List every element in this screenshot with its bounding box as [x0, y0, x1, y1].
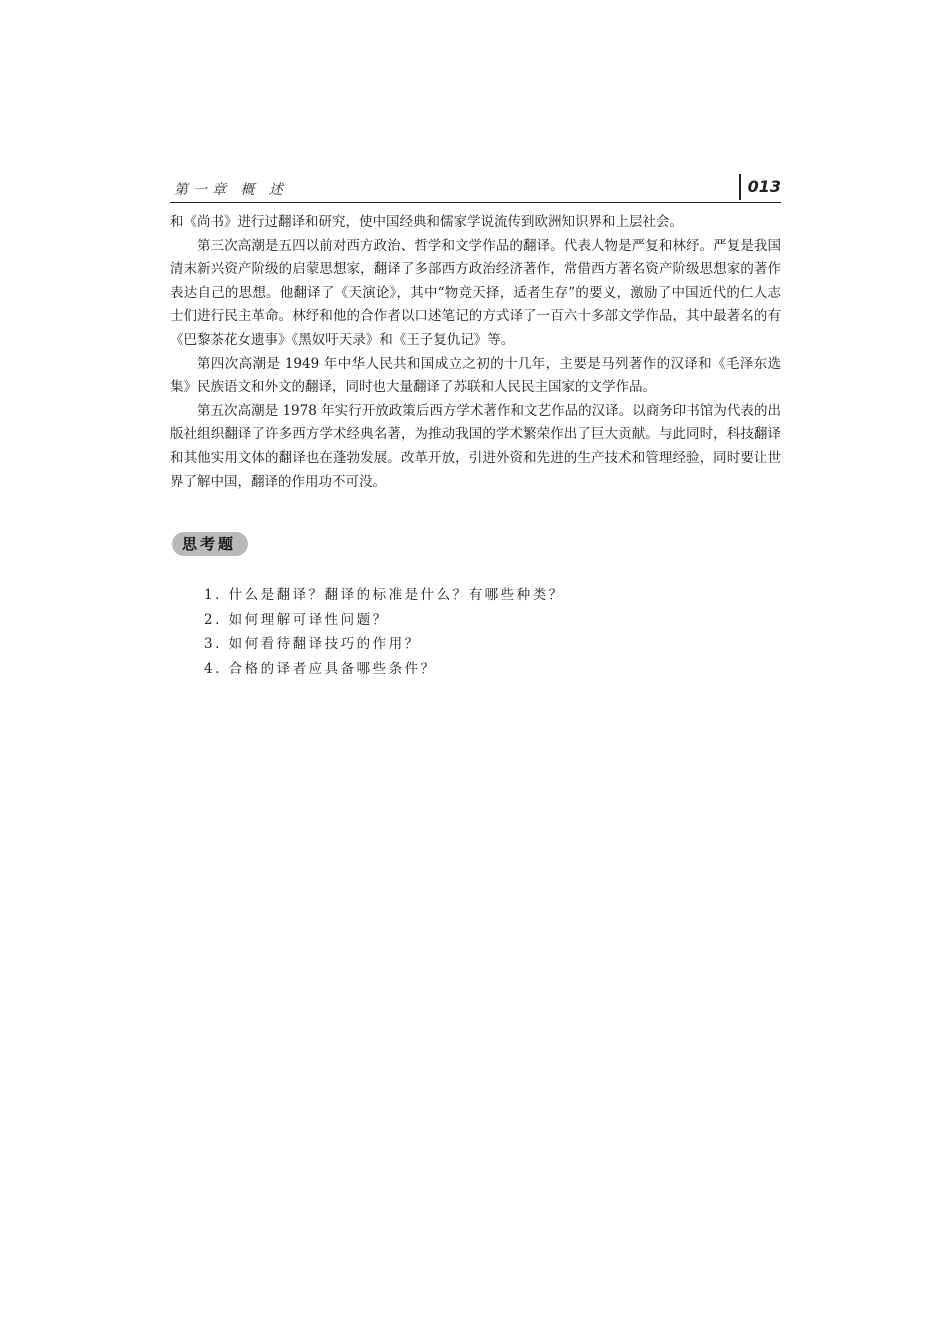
question-item: 2. 如何理解可译性问题？ — [204, 611, 389, 628]
page-number: 013 — [747, 177, 781, 196]
exercises-heading: 思考题 — [172, 532, 248, 556]
paragraph-fifth-wave: 第五次高潮是 1978 年实行开放政策后西方学术著作和文艺作品的汉译。以商务印书馆为代表的出版社组织翻译了许多西方学术经典名著，为推动我国的学术繁荣作出了巨大贡献。与此同时，科技翻译和其他实用文体的翻译也在蓬勃发展。改革开放，引进外资和先进的生产技术和管理经验，同时要让世界了解中国，翻译的作用功不可没。 — [170, 402, 781, 490]
paragraph-third-wave: 第三次高潮是五四以前对西方政治、哲学和文学作品的翻译。代表人物是严复和林纾。严复是我国清末新兴资产阶级的启蒙思想家，翻译了多部西方政治经济著作，常借西方著名资产阶级思想家的著作表达自己的思想。他翻译了《天演论》，其中“物竞天择，适者生存”的要义，激励了中国近代的仁人志士们进行民主革命。林纾和他的合作者以口述笔记的方式译了一百六十多部文学作品，其中最著名的有《巴黎茶花女遗事》《黑奴吁天录》和《王子复仇记》等。 — [170, 237, 781, 348]
body-text — [170, 211, 781, 494]
page-number-box — [739, 174, 781, 200]
page — [170, 172, 781, 681]
question-item: 4. 合格的译者应具备哪些条件？ — [204, 660, 437, 677]
running-header — [170, 172, 781, 203]
chapter-title: 第一章 概 述 — [174, 182, 288, 198]
paragraph-fourth-wave: 第四次高潮是 1949 年中华人民共和国成立之初的十几年，主要是马列著作的汉译和《毛泽东选集》民族语文和外文的翻译，同时也大量翻译了苏联和人民民主国家的文学作品。 — [170, 355, 781, 396]
question-item: 1. 什么是翻译？翻译的标准是什么？有哪些种类？ — [204, 587, 565, 604]
paragraph-continuation: 和《尚书》进行过翻译和研究，使中国经典和儒家学说流传到欧洲知识界和上层社会。 — [170, 214, 683, 230]
questions-list — [204, 583, 781, 681]
question-item: 3. 如何看待翻译技巧的作用？ — [204, 636, 421, 653]
